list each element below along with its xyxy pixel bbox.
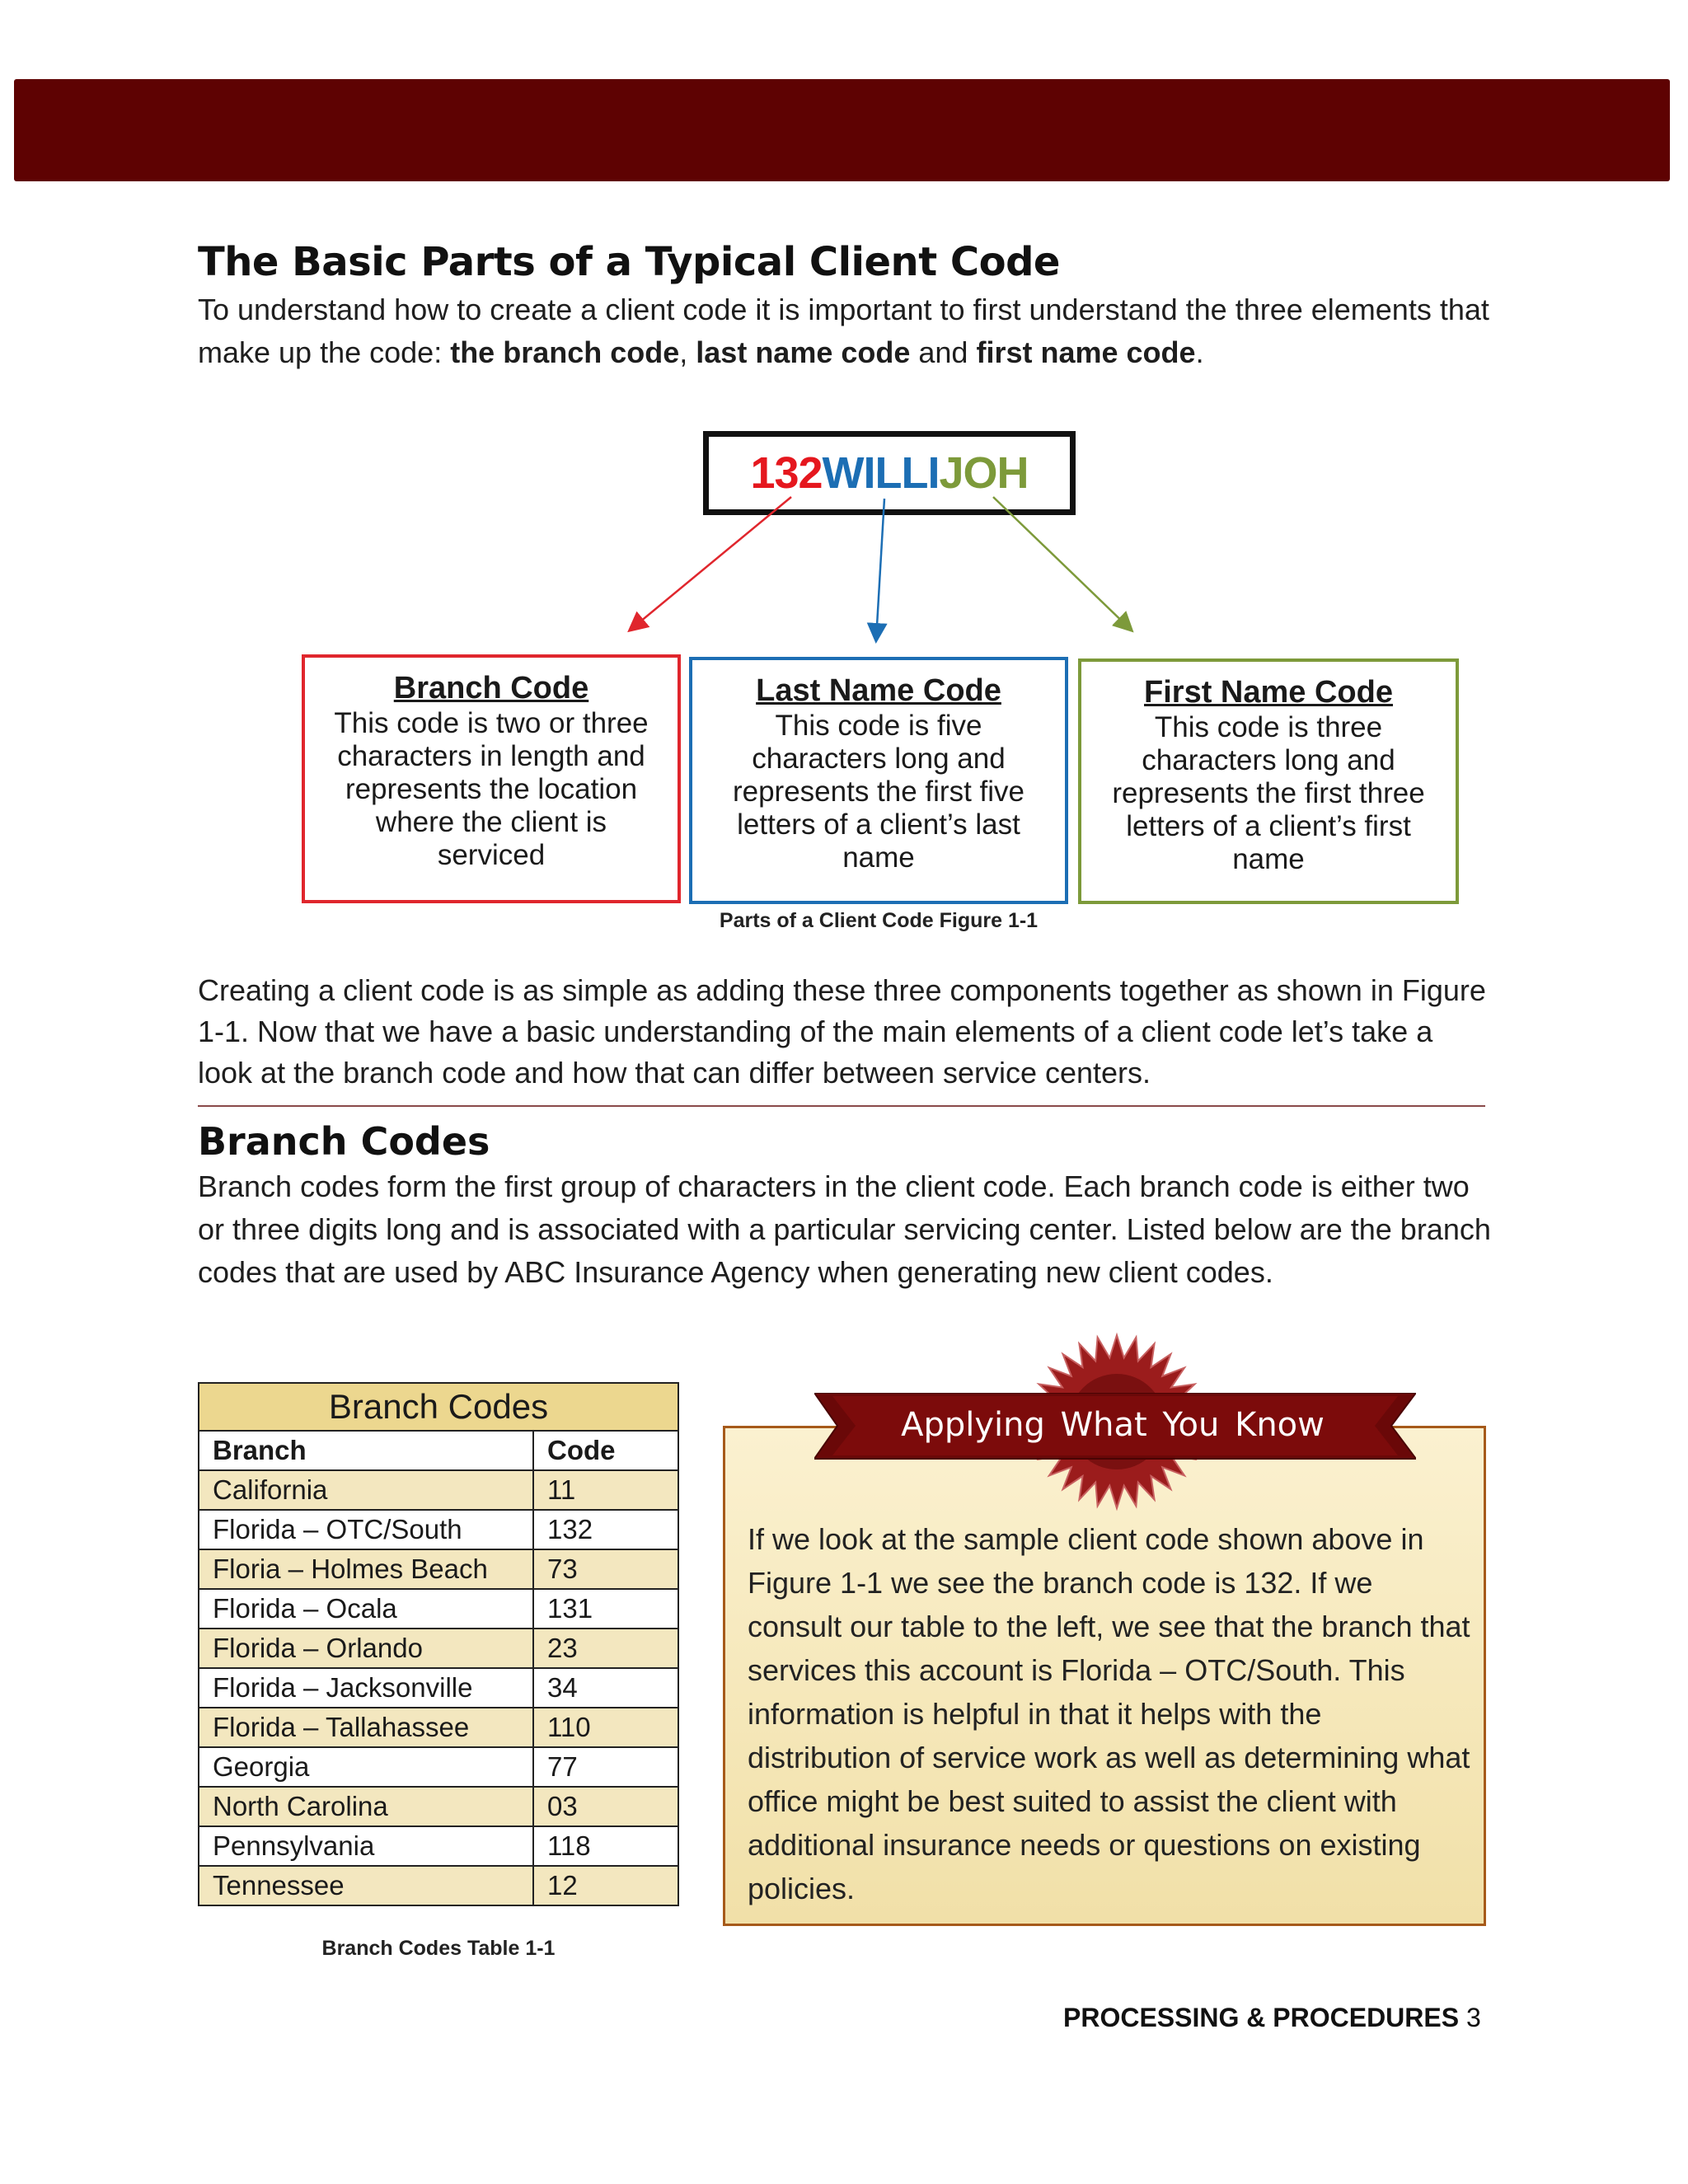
code-first-part: JOH bbox=[939, 448, 1029, 498]
branch-cell: California bbox=[199, 1470, 533, 1510]
first-name-code-description: This code is three characters long and represents the first three letters of a client’s first name bbox=[1112, 711, 1425, 875]
code-branch-part: 132 bbox=[750, 448, 823, 498]
table-row bbox=[199, 1629, 678, 1668]
last-name-code-description: This code is five characters long and represents the first five letters of a client’s last name bbox=[732, 710, 1025, 874]
table-row bbox=[199, 1866, 678, 1905]
branch-cell: Floria – Holmes Beach bbox=[199, 1549, 533, 1589]
branch-cell: Florida – OTC/South bbox=[199, 1510, 533, 1549]
arrow-branch bbox=[631, 497, 791, 630]
footer-label: PROCESSING & PROCEDURES bbox=[1063, 2003, 1460, 2032]
column-header-code: Code bbox=[533, 1431, 678, 1470]
section-title-client-code: The Basic Parts of a Typical Client Code bbox=[198, 239, 1060, 285]
branch-codes-table bbox=[198, 1382, 679, 1906]
arrow-first bbox=[993, 497, 1131, 630]
branch-cell: Florida – Tallahassee bbox=[199, 1708, 533, 1747]
table-row bbox=[199, 1747, 678, 1787]
intro-text-3: and bbox=[910, 335, 977, 369]
branch-cell: Tennessee bbox=[199, 1866, 533, 1905]
table-row bbox=[199, 1668, 678, 1708]
branch-codes-intro: Branch codes form the first group of characters in the client code. Each branch code is either two or three digits long and is associated with a particular servicing center. Listed below are the branch codes that are used by ABC Insurance Agency when generating new client codes. bbox=[198, 1169, 1491, 1289]
code-cell: 11 bbox=[533, 1470, 678, 1510]
code-cell: 118 bbox=[533, 1826, 678, 1866]
intro-bold-branch: the branch code bbox=[450, 335, 680, 369]
arrow-last bbox=[876, 499, 884, 640]
branch-code-description: This code is two or three characters in length and represents the location where the client is serviced bbox=[334, 707, 649, 871]
code-cell: 132 bbox=[533, 1510, 678, 1549]
section-divider bbox=[198, 1105, 1485, 1107]
table-title: Branch Codes bbox=[199, 1383, 678, 1431]
table-row bbox=[199, 1549, 678, 1589]
section-title-branch-codes: Branch Codes bbox=[198, 1119, 490, 1164]
last-name-code-title: Last Name Code bbox=[756, 673, 1001, 708]
first-name-code-title: First Name Code bbox=[1144, 675, 1393, 710]
code-cell: 12 bbox=[533, 1866, 678, 1905]
intro-bold-first: first name code bbox=[976, 335, 1196, 369]
table-row bbox=[199, 1787, 678, 1826]
table-caption: Branch Codes Table 1-1 bbox=[321, 1937, 556, 1960]
branch-code-box bbox=[302, 654, 681, 903]
branch-cell: Florida – Jacksonville bbox=[199, 1668, 533, 1708]
branch-cell: Pennsylvania bbox=[199, 1826, 533, 1866]
column-header-branch: Branch bbox=[199, 1431, 533, 1470]
code-cell: 23 bbox=[533, 1629, 678, 1668]
code-cell: 03 bbox=[533, 1787, 678, 1826]
intro-bold-last: last name code bbox=[696, 335, 911, 369]
branch-code-title: Branch Code bbox=[393, 671, 589, 705]
code-cell: 34 bbox=[533, 1668, 678, 1708]
intro-text-1: To understand how to create a client code it is important to first understand the three elements that make up the code: bbox=[198, 293, 1489, 369]
table-row bbox=[199, 1708, 678, 1747]
code-cell: 131 bbox=[533, 1589, 678, 1629]
first-name-code-box bbox=[1078, 658, 1459, 904]
intro-text-4: . bbox=[1195, 335, 1204, 369]
last-name-code-box bbox=[689, 657, 1068, 904]
table-row bbox=[199, 1510, 678, 1549]
branch-cell: Florida – Ocala bbox=[199, 1589, 533, 1629]
code-cell: 73 bbox=[533, 1549, 678, 1589]
code-cell: 110 bbox=[533, 1708, 678, 1747]
table-row bbox=[199, 1470, 678, 1510]
page-number: 3 bbox=[1466, 2003, 1481, 2032]
branch-cell: Georgia bbox=[199, 1747, 533, 1787]
code-last-part: WILLI bbox=[822, 448, 940, 498]
intro-text-2: , bbox=[679, 335, 696, 369]
figure-caption: Parts of a Client Code Figure 1-1 bbox=[719, 909, 1039, 932]
branch-cell: Florida – Orlando bbox=[199, 1629, 533, 1668]
table-row bbox=[199, 1589, 678, 1629]
code-cell: 77 bbox=[533, 1747, 678, 1787]
branch-cell: North Carolina bbox=[199, 1787, 533, 1826]
callout-text: If we look at the sample client code shown above in Figure 1-1 we see the branch code is 132. If we consult our table to the left, we see that the branch that services this account is Florida – OTC/South. This information is helpful in that it helps with the distribution of service work as well as determining what office might be best suited to assist the client with additional insurance needs or questions on existing policies. bbox=[748, 1522, 1470, 1905]
table-row bbox=[199, 1826, 678, 1866]
section-followup: Creating a client code is as simple as adding these three components together as shown in Figure 1-1. Now that we have a basic understanding of the main elements of a client code let’s take a look at the branch code and how that can differ between service centers. bbox=[198, 973, 1486, 1090]
callout-title: Applying What You Know bbox=[901, 1406, 1325, 1444]
